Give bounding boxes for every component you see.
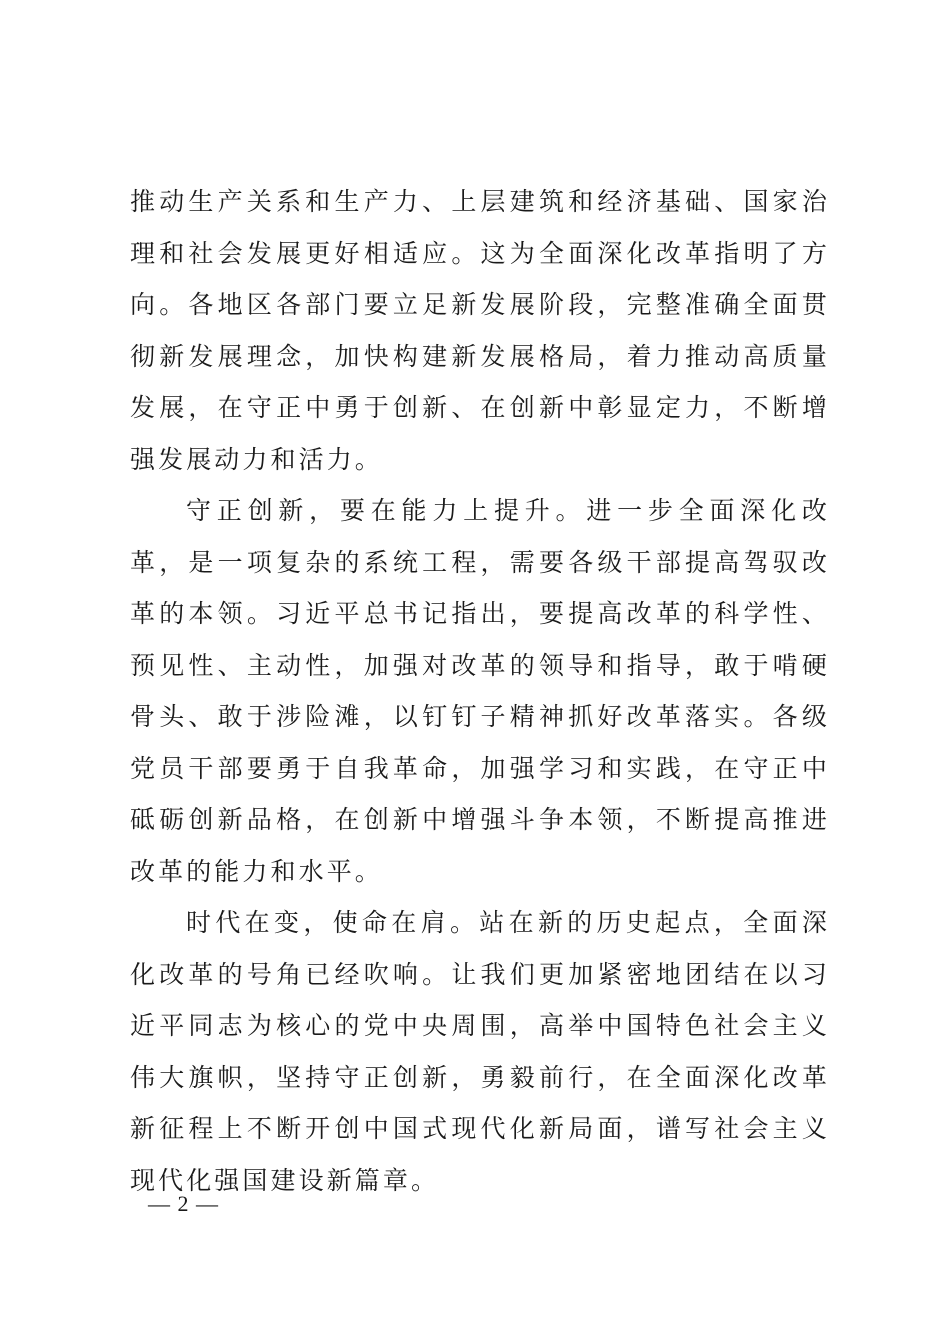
document-body [130,176,830,1206]
page-number: — 2 — [148,1191,219,1216]
paragraph-conclusion: 时代在变，使命在肩。站在新的历史起点，全面深化改革的号角已经吹响。让我们更加紧密地团结在以习近平同志为核心的党中央周围，高举中国特色社会主义伟大旗帜，坚持守正创新，勇毅前行，在全面深化改革新征程上不断开创中国式现代化新局面，谱写社会主义现代化强国建设新篇章。 [130,908,830,1195]
paragraph-capability: 守正创新，要在能力上提升。进一步全面深化改革，是一项复杂的系统工程，需要各级干部提高驾驭改革的本领。习近平总书记指出，要提高改革的科学性、预见性、主动性，加强对改革的领导和指导，敢于啃硬骨头、敢于涉险滩，以钉钉子精神抓好改革落实。各级党员干部要勇于自我革命，加强学习和实践，在守正中砥砺创新品格，在创新中增强斗争本领，不断提高推进改革的能力和水平。 [130,496,830,886]
paragraph-continuation: 推动生产关系和生产力、上层建筑和经济基础、国家治理和社会发展更好相适应。这为全面深化改革指明了方向。各地区各部门要立足新发展阶段，完整准确全面贯彻新发展理念，加快构建新发展格局，着力推动高质量发展，在守正中勇于创新、在创新中彰显定力，不断增强发展动力和活力。 [130,187,830,474]
